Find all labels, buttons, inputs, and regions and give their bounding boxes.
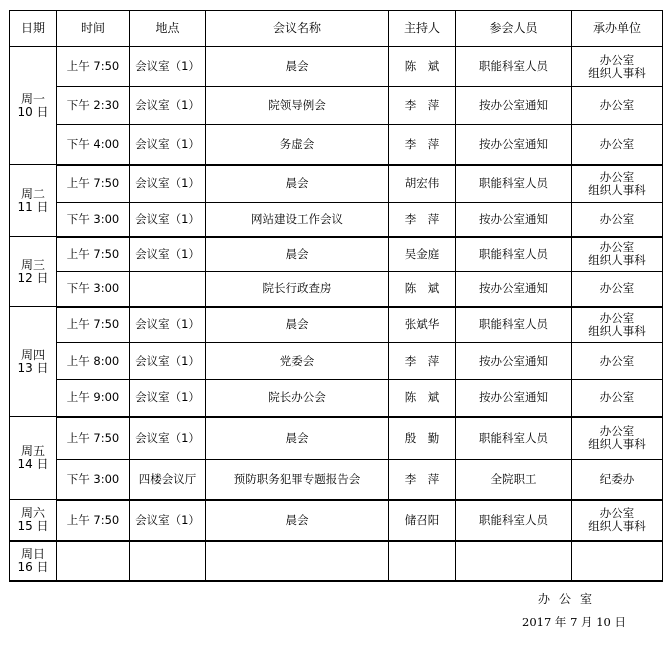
place-cell: 会议室（1） [130, 87, 206, 125]
organizer-line: 办公室 [599, 136, 635, 151]
header-row [10, 11, 663, 47]
host-cell: 张斌华 [389, 307, 456, 343]
weekday-label: 周五 [20, 444, 45, 458]
place-cell: 会议室（1） [130, 125, 206, 165]
day-number-label: 12 日 [17, 270, 49, 285]
meeting-name-cell: 网站建设工作会议 [206, 203, 389, 237]
schedule-body [10, 47, 663, 581]
organizer-cell [572, 380, 663, 417]
attendees-cell: 职能科室人员 [456, 47, 572, 87]
place-cell: 会议室（1） [130, 343, 206, 380]
organizer-line: 办公室 [599, 310, 635, 325]
attendees-cell: 按办公室通知 [456, 203, 572, 237]
attendees-cell: 按办公室通知 [456, 272, 572, 307]
organizer-line: 办公室 [599, 353, 635, 368]
meeting-name-cell: 晨会 [206, 307, 389, 343]
place-cell: 会议室（1） [130, 500, 206, 541]
attendees-cell: 按办公室通知 [456, 125, 572, 165]
host-cell: 胡宏伟 [389, 165, 456, 203]
day-cell [10, 500, 57, 541]
attendees-cell: 职能科室人员 [456, 307, 572, 343]
time-cell: 上午 7:50 [57, 237, 130, 272]
header-organizer: 承办单位 [572, 11, 663, 47]
host-cell: 李 萍 [389, 87, 456, 125]
host-cell: 李 萍 [389, 125, 456, 165]
meeting-schedule-table [9, 10, 663, 582]
attendees-cell: 全院职工 [456, 460, 572, 500]
host-cell: 殷 勤 [389, 417, 456, 460]
day-number-label: 14 日 [17, 457, 49, 471]
time-cell: 下午 4:00 [57, 125, 130, 165]
attendees-cell: 职能科室人员 [456, 237, 572, 272]
organizer-cell [572, 460, 663, 500]
header-meeting-name: 会议名称 [206, 11, 389, 47]
table-row [10, 500, 663, 541]
meeting-name-cell: 晨会 [206, 237, 389, 272]
attendees-cell [456, 541, 572, 581]
time-cell: 下午 3:00 [57, 460, 130, 500]
place-cell [130, 541, 206, 581]
organizer-cell [572, 272, 663, 307]
organizer-line: 组织人事科 [588, 437, 646, 452]
organizer-cell [572, 125, 663, 165]
day-cell [10, 417, 57, 500]
organizer-line: 组织人事科 [588, 519, 646, 533]
weekday-label: 周三 [20, 257, 45, 272]
organizer-line: 办公室 [599, 169, 635, 184]
organizer-line: 组织人事科 [588, 182, 646, 197]
host-cell: 李 萍 [389, 203, 456, 237]
table-row [10, 47, 663, 87]
weekday-label: 周四 [20, 347, 45, 362]
table-row [10, 125, 663, 165]
table-row [10, 272, 663, 307]
host-cell: 李 萍 [389, 343, 456, 380]
attendees-cell: 按办公室通知 [456, 87, 572, 125]
time-cell [57, 541, 130, 581]
host-cell: 陈 斌 [389, 272, 456, 307]
organizer-cell [572, 47, 663, 87]
host-cell: 储召阳 [389, 500, 456, 541]
header-host: 主持人 [389, 11, 456, 47]
organizer-line: 办公室 [599, 211, 635, 226]
time-cell: 下午 2:30 [57, 87, 130, 125]
table-row [10, 87, 663, 125]
meeting-name-cell: 务虚会 [206, 125, 389, 165]
table-row [10, 417, 663, 460]
day-cell [10, 307, 57, 417]
time-cell: 上午 8:00 [57, 343, 130, 380]
attendees-cell: 职能科室人员 [456, 500, 572, 541]
attendees-cell: 按办公室通知 [456, 343, 572, 380]
table-row [10, 380, 663, 417]
organizer-line: 组织人事科 [588, 65, 646, 80]
time-cell: 上午 9:00 [57, 380, 130, 417]
organizer-cell [572, 541, 663, 581]
table-row [10, 343, 663, 380]
organizer-line: 办公室 [599, 424, 635, 439]
meeting-name-cell: 晨会 [206, 417, 389, 460]
table-row [10, 203, 663, 237]
host-cell [389, 541, 456, 581]
meeting-name-cell: 预防职务犯罪专题报告会 [206, 460, 389, 500]
host-cell: 吴金庭 [389, 237, 456, 272]
weekday-label: 周一 [20, 91, 45, 106]
place-cell: 会议室（1） [130, 307, 206, 343]
table-row [10, 460, 663, 500]
time-cell: 上午 7:50 [57, 47, 130, 87]
table-row [10, 541, 663, 581]
place-cell: 会议室（1） [130, 47, 206, 87]
weekday-label: 周六 [20, 505, 45, 520]
place-cell [130, 272, 206, 307]
header-place: 地点 [130, 11, 206, 47]
organizer-cell [572, 417, 663, 460]
day-number-label: 13 日 [17, 360, 49, 375]
organizer-cell [572, 307, 663, 343]
host-cell: 李 萍 [389, 460, 456, 500]
meeting-name-cell: 党委会 [206, 343, 389, 380]
organizer-cell [572, 343, 663, 380]
place-cell: 会议室（1） [130, 165, 206, 203]
time-cell: 下午 3:00 [57, 203, 130, 237]
table-row [10, 165, 663, 203]
place-cell: 会议室（1） [130, 417, 206, 460]
time-cell: 上午 7:50 [57, 500, 130, 541]
meeting-name-cell: 院长办公会 [206, 380, 389, 417]
organizer-line: 办公室 [599, 281, 635, 296]
organizer-line: 纪委办 [599, 471, 635, 486]
day-number-label: 15 日 [17, 518, 49, 533]
weekday-label: 周日 [20, 546, 45, 561]
attendees-cell: 按办公室通知 [456, 380, 572, 417]
meeting-name-cell: 晨会 [206, 165, 389, 203]
host-cell: 陈 斌 [389, 47, 456, 87]
day-number-label: 16 日 [17, 559, 49, 574]
day-number-label: 11 日 [17, 199, 49, 214]
time-cell: 上午 7:50 [57, 417, 130, 460]
place-cell: 会议室（1） [130, 203, 206, 237]
meeting-name-cell [206, 541, 389, 581]
time-cell: 上午 7:50 [57, 307, 130, 343]
time-cell: 下午 3:00 [57, 272, 130, 307]
table-row [10, 307, 663, 343]
meeting-name-cell: 院长行政查房 [206, 272, 389, 307]
organizer-line: 办公室 [599, 52, 635, 67]
host-cell: 陈 斌 [389, 380, 456, 417]
header-date: 日期 [10, 11, 57, 47]
attendees-cell: 职能科室人员 [456, 417, 572, 460]
organizer-line: 组织人事科 [588, 323, 646, 338]
day-cell [10, 165, 57, 237]
meeting-name-cell: 晨会 [206, 500, 389, 541]
meeting-name-cell: 晨会 [206, 47, 389, 87]
organizer-line: 办公室 [599, 98, 635, 112]
organizer-cell [572, 203, 663, 237]
organizer-line: 办公室 [599, 390, 635, 405]
meeting-name-cell: 院领导例会 [206, 87, 389, 125]
day-cell [10, 541, 57, 581]
day-cell [10, 237, 57, 307]
day-number-label: 10 日 [17, 104, 49, 119]
footer-date: 2017 年 7 月 10 日 [522, 615, 626, 629]
attendees-cell: 职能科室人员 [456, 165, 572, 203]
weekday-label: 周二 [20, 186, 45, 201]
organizer-line: 办公室 [599, 506, 635, 520]
organizer-cell [572, 500, 663, 541]
organizer-cell [572, 165, 663, 203]
organizer-cell [572, 237, 663, 272]
place-cell: 会议室（1） [130, 237, 206, 272]
place-cell: 四楼会议厅 [130, 460, 206, 500]
place-cell: 会议室（1） [130, 380, 206, 417]
organizer-line: 办公室 [599, 240, 635, 255]
organizer-line: 组织人事科 [588, 253, 646, 268]
header-attendees: 参会人员 [456, 11, 572, 47]
header-time: 时间 [57, 11, 130, 47]
organizer-cell [572, 87, 663, 125]
time-cell: 上午 7:50 [57, 165, 130, 203]
footer-office: 办公室 [538, 592, 602, 606]
day-cell [10, 47, 57, 165]
table-row [10, 237, 663, 272]
